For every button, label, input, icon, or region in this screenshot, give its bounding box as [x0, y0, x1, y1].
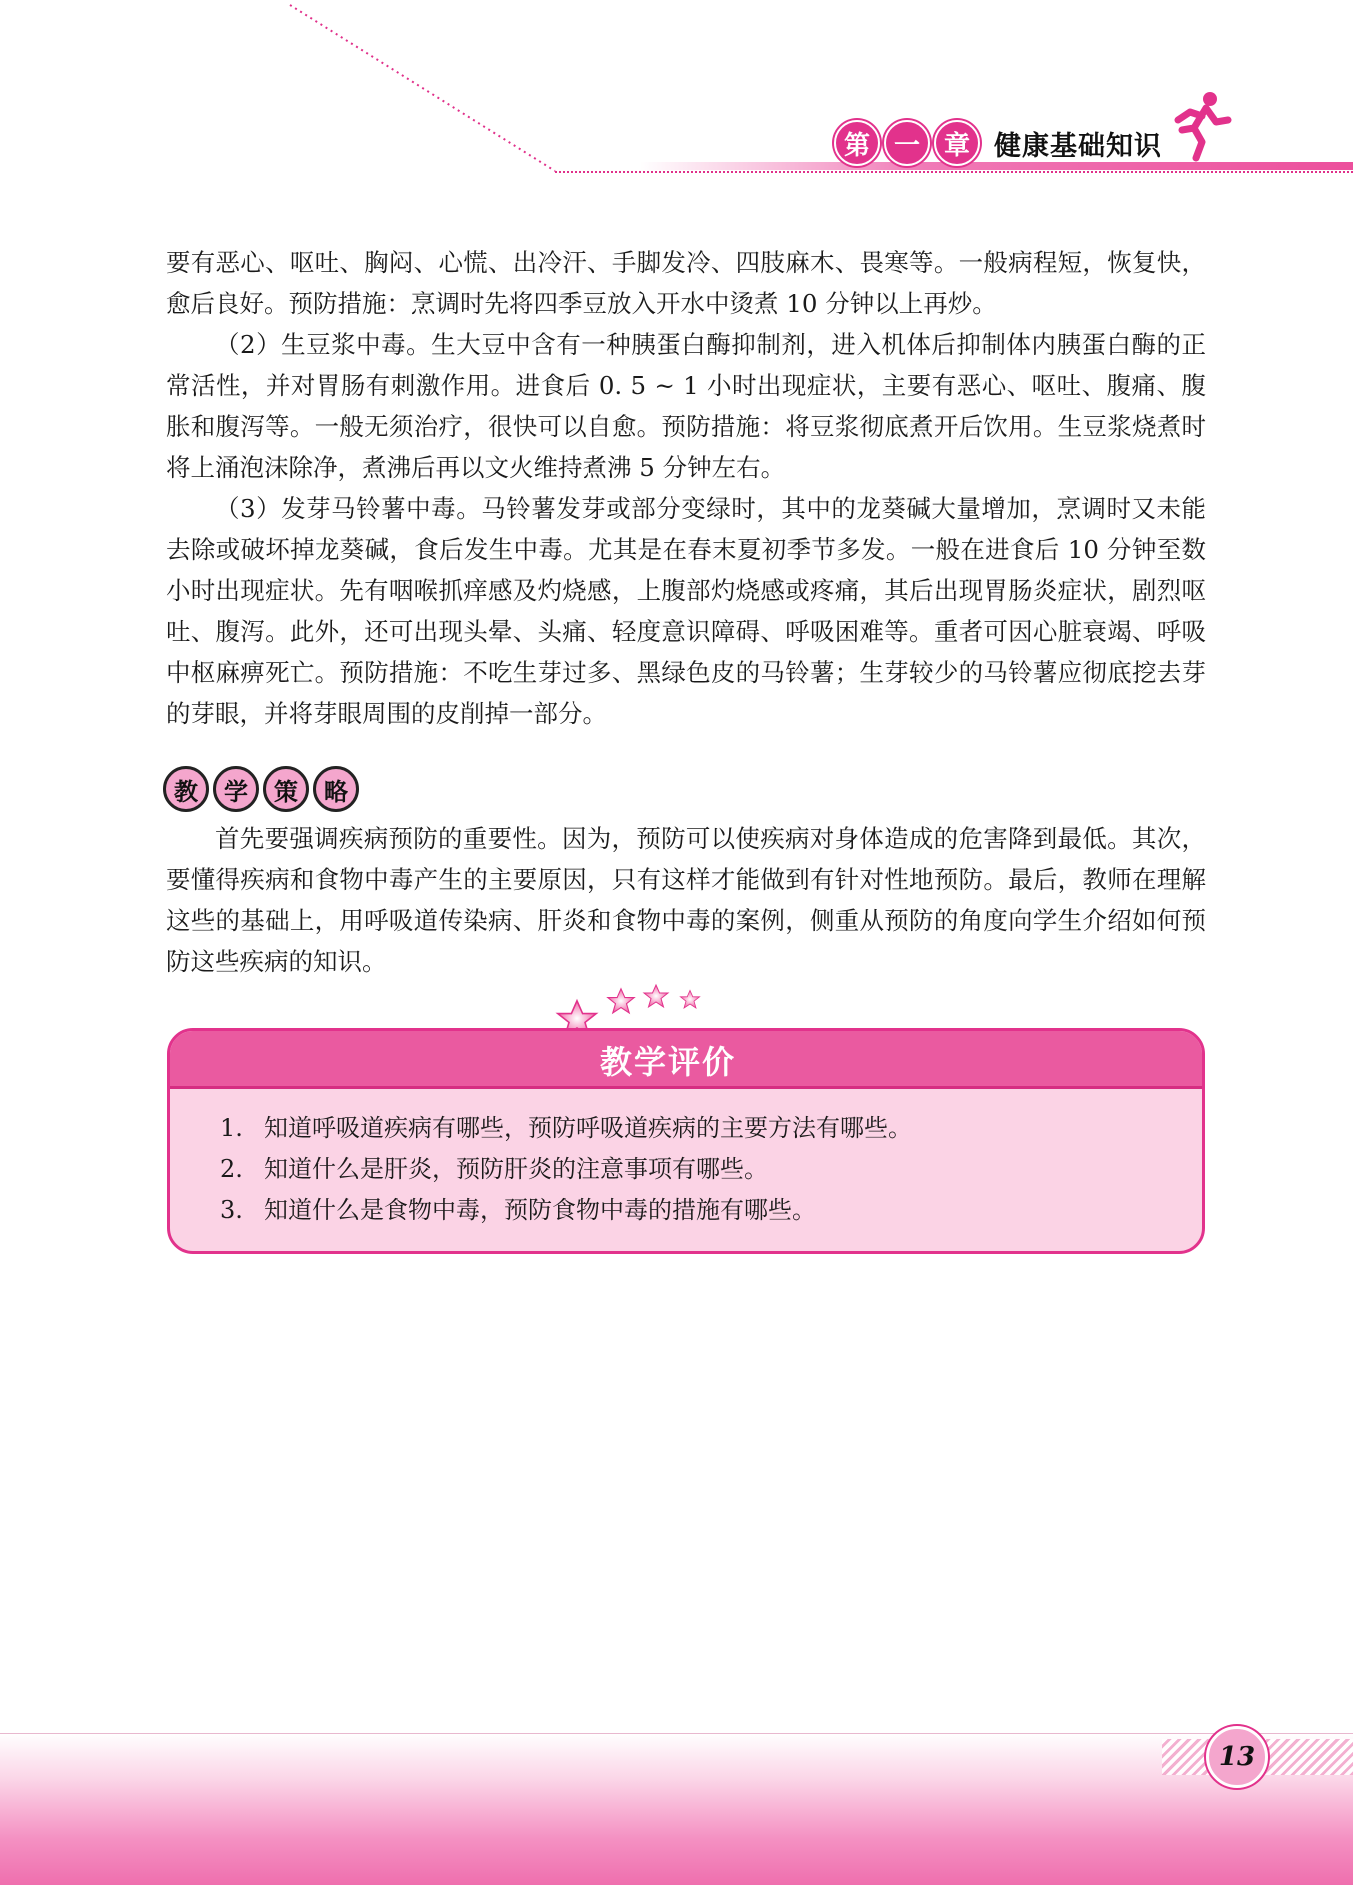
- list-item: [220, 1149, 912, 1190]
- evaluation-list: [220, 1108, 912, 1231]
- list-item: [220, 1108, 912, 1149]
- strategy-char-2: 学: [213, 766, 259, 812]
- list-item-number: 1.: [220, 1114, 243, 1142]
- strategy-heading: [163, 766, 359, 812]
- strategy-char-3: 策: [263, 766, 309, 812]
- header-dotted-line: [555, 171, 1353, 173]
- strategy-char-4: 略: [313, 766, 359, 812]
- strategy-text-block: [166, 818, 1206, 982]
- chapter-char-1: 第: [834, 120, 880, 166]
- page-number: 13: [1206, 1726, 1268, 1788]
- paragraph-1: 要有恶心、呕吐、胸闷、心慌、出冷汗、手脚发冷、四肢麻木、畏寒等。一般病程短，恢复快，愈后良好。预防措施：烹调时先将四季豆放入开水中烫煮 10 分钟以上再炒。: [166, 248, 1206, 318]
- chapter-char-2: 一: [884, 120, 930, 166]
- evaluation-header: [170, 1031, 1202, 1089]
- footer-divider: [0, 1733, 1353, 1734]
- strategy-paragraph: 首先要强调疾病预防的重要性。因为，预防可以使疾病对身体造成的危害降到最低。其次，要懂得疾病和食物中毒产生的主要原因，只有这样才能做到有针对性地预防。最后，教师在理解这些的基础上，用呼吸道传染病、肝炎和食物中毒的案例，侧重从预防的角度向学生介绍如何预防这些疾病的知识。: [166, 824, 1206, 976]
- evaluation-box: [167, 1028, 1205, 1254]
- paragraph-3: （3）发芽马铃薯中毒。马铃薯发芽或部分变绿时，其中的龙葵碱大量增加，烹调时又未能去除或破坏掉龙葵碱，食后发生中毒。尤其是在春末夏初季节多发。一般在进食后 10 分钟至数小时出现症状。先有咽喉抓痒感及灼烧感，上腹部灼烧感或疼痛，其后出现胃肠炎症状，剧烈呕吐、腹泻。此外，还可出现头晕、头痛、轻度意识障碍、呼吸困难等。重者可因心脏衰竭、呼吸中枢麻痹死亡。预防措施：不吃生芽过多、黑绿色皮的马铃薯；生芽较少的马铃薯应彻底挖去芽的芽眼，并将芽眼周围的皮削掉一部分。: [166, 494, 1206, 728]
- chapter-heading: [834, 120, 1162, 166]
- runner-icon: [1172, 90, 1232, 162]
- list-item-text: 知道什么是食物中毒，预防食物中毒的措施有哪些。: [264, 1196, 816, 1224]
- body-text: [166, 242, 1206, 734]
- list-item-number: 3.: [220, 1196, 243, 1224]
- list-item-text: 知道呼吸道疾病有哪些，预防呼吸道疾病的主要方法有哪些。: [264, 1114, 912, 1142]
- list-item-text: 知道什么是肝炎，预防肝炎的注意事项有哪些。: [264, 1155, 768, 1183]
- list-item: [220, 1190, 912, 1231]
- chapter-char-3: 章: [934, 120, 980, 166]
- list-item-number: 2.: [220, 1155, 243, 1183]
- strategy-char-1: 教: [163, 766, 209, 812]
- paragraph-2: （2）生豆浆中毒。生大豆中含有一种胰蛋白酶抑制剂，进入机体后抑制体内胰蛋白酶的正常活性，并对胃肠有刺激作用。进食后 0. 5 ~ 1 小时出现症状，主要有恶心、呕吐、腹痛、腹胀和腹泻等。一般无须治疗，很快可以自愈。预防措施：将豆浆彻底煮开后饮用。生豆浆烧煮时将上涌泡沫除净，煮沸后再以文火维持煮沸 5 分钟左右。: [166, 330, 1206, 482]
- header-diagonal-line: [0, 0, 1353, 200]
- evaluation-title: 教学评价: [600, 1043, 737, 1081]
- chapter-title: 健康基础知识: [994, 130, 1162, 162]
- footer-band: [0, 1733, 1353, 1885]
